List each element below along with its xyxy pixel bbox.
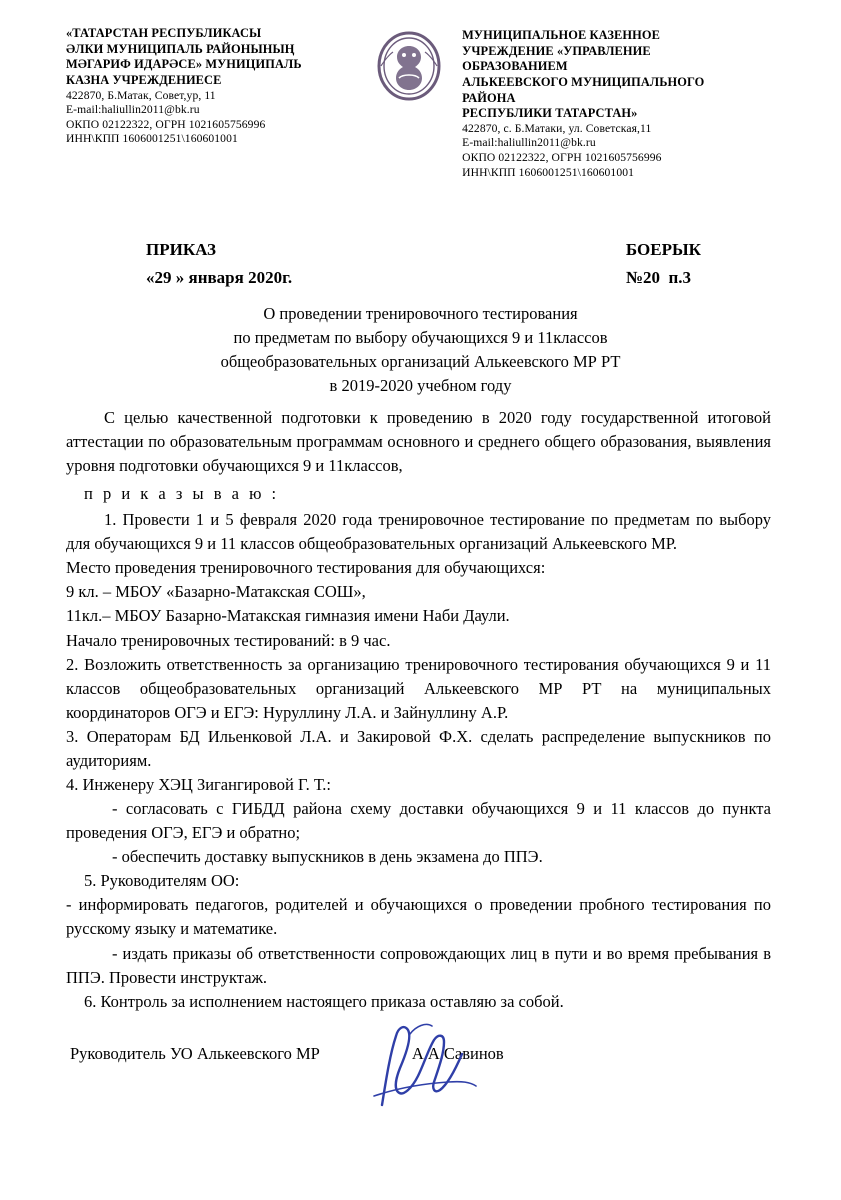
- clause-1-school-9: 9 кл. – МБОУ «Базарно-Матакская СОШ»,: [66, 582, 366, 602]
- letterhead-right-okpo: ОКПО 02122322, ОГРН 1021605756996: [462, 150, 662, 164]
- order-heading-tt: БОЕРЫК: [625, 240, 701, 260]
- letterhead-right-email: E-mail:haliullin2011@bk.ru: [462, 136, 596, 150]
- clause-4-sub-a: - согласовать с ГИБДД района схему доставки обучающихся 9 и 11 классов до пункта проведения ОГЭ, ЕГЭ и обратно;: [66, 799, 771, 843]
- clause-1: 1. Провести 1 и 5 февраля 2020 года тренировочное тестирование по предметам по выбору для обучающихся 9 и 11 классов общеобразовательных организаций Алькеевского МР.: [66, 510, 771, 554]
- clause-4: 4. Инженеру ХЭЦ Зигангировой Г. Т.:: [66, 774, 332, 794]
- letterhead-left-line1: «ТАТАРСТАН РЕСПУБЛИКАСЫ: [66, 26, 262, 40]
- signature-block: [0, 1044, 841, 1064]
- letterhead-left-line2: ӘЛКИ МУНИЦИПАЛЬ РАЙОНЫНЫҢ: [66, 41, 295, 56]
- order-number: №20 п.3: [625, 268, 692, 288]
- letterhead-left-okpo: ОКПО 02122322, ОГРН 1021605756996: [66, 117, 266, 131]
- letterhead-left-line3: МӘГАРИФ ИДАРӘСЕ» МУНИЦИПАЛЬ: [66, 57, 302, 72]
- letterhead-right-line5: РАЙОНА: [462, 90, 516, 105]
- letterhead: [0, 0, 841, 180]
- letterhead-right-address: 422870, с. Б.Матаки, ул. Советская,11: [462, 121, 652, 135]
- preamble-paragraph: С целью качественной подготовки к проведению в 2020 году государственной итоговой аттестации по образовательным программам основного и среднего общего образования, выявления уровня подготовки обучающихся 9 и 11классов,: [66, 407, 771, 475]
- signatory-position: Руководитель УО Алькеевского МР: [70, 1043, 320, 1063]
- subject-line-2: по предметам по выбору обучающихся 9 и 11классов: [233, 328, 608, 348]
- letterhead-right-line3: ОБРАЗОВАНИЕМ: [462, 59, 568, 74]
- clause-1-start-time: Начало тренировочных тестирований: в 9 час.: [66, 630, 391, 650]
- order-date: «29 » января 2020г.: [146, 268, 293, 288]
- letterhead-right-line1: МУНИЦИПАЛЬНОЕ КАЗЕННОЕ: [462, 28, 660, 42]
- letterhead-right-inn: ИНН\КПП 1606001251\160601001: [462, 165, 635, 179]
- clause-1-school-11: 11кл.– МБОУ Базарно-Матакская гимназия имени Наби Даули.: [66, 606, 510, 626]
- letterhead-left-address: 422870, Б.Матак, Совет,ур, 11: [66, 88, 216, 102]
- order-verb: п р и к а з ы в а ю :: [84, 484, 280, 504]
- letterhead-right-line2: УЧРЕЖДЕНИЕ «УПРАВЛЕНИЕ: [462, 43, 651, 58]
- clause-2: 2. Возложить ответственность за организацию тренировочного тестирования обучающихся 9 и 11 классов общеобразовательных организаций Алькеевского МР РТ на муниципальных координаторов ОГЭ и ЕГЭ: Нуруллину Л.А. и Зайнуллину А.Р.: [66, 654, 771, 722]
- subject-line-3: общеобразовательных организаций Алькеевского МР РТ: [220, 351, 621, 371]
- handwritten-signature-icon: [352, 1010, 502, 1120]
- emblem-crest-icon: [371, 28, 447, 104]
- emblem-container: [356, 26, 462, 104]
- clause-4-sub-b: - обеспечить доставку выпускников в день экзамена до ППЭ.: [112, 847, 543, 867]
- clause-5-sub-a: - информировать педагогов, родителей и обучающихся о проведении пробного тестирования по русскому языку и математике.: [66, 895, 771, 939]
- document-subject: [0, 302, 841, 398]
- title-left-group: [66, 240, 292, 288]
- order-heading-ru: ПРИКАЗ: [146, 240, 216, 260]
- signatory-name: А.А.Савинов: [411, 1043, 504, 1063]
- letterhead-left-inn: ИНН\КПП 1606001251\160601001: [66, 132, 238, 146]
- clause-3: 3. Операторам БД Ильенковой Л.А. и Закировой Ф.Х. сделать распределение выпускников по аудиториям.: [66, 726, 771, 770]
- subject-line-1: О проведении тренировочного тестирования: [263, 304, 578, 324]
- letterhead-left-email: E-mail:haliullin2011@bk.ru: [66, 103, 200, 117]
- letterhead-left-line4: КАЗНА УЧРЕЖДЕНИЕСЕ: [66, 72, 222, 87]
- document-body: [0, 406, 841, 1014]
- clause-5: 5. Руководителям ОО:: [84, 871, 240, 891]
- letterhead-right-line6: РЕСПУБЛИКИ ТАТАРСТАН»: [462, 106, 638, 121]
- clause-5-sub-b: - издать приказы об ответственности сопровождающих лиц в пути и во время пребывания в ППЭ. Провести инструктаж.: [66, 943, 771, 987]
- title-right-group: [626, 240, 781, 288]
- letterhead-left-block: [66, 26, 356, 147]
- clause-6: 6. Контроль за исполнением настоящего приказа оставляю за собой.: [84, 991, 564, 1011]
- subject-line-4: в 2019-2020 учебном году: [329, 375, 512, 395]
- document-title-row: [0, 240, 841, 288]
- clause-1-place: Место проведения тренировочного тестирования для обучающихся:: [66, 558, 546, 578]
- letterhead-right-line4: АЛЬКЕЕВСКОГО МУНИЦИПАЛЬНОГО: [462, 74, 705, 89]
- letterhead-right-block: [462, 26, 781, 180]
